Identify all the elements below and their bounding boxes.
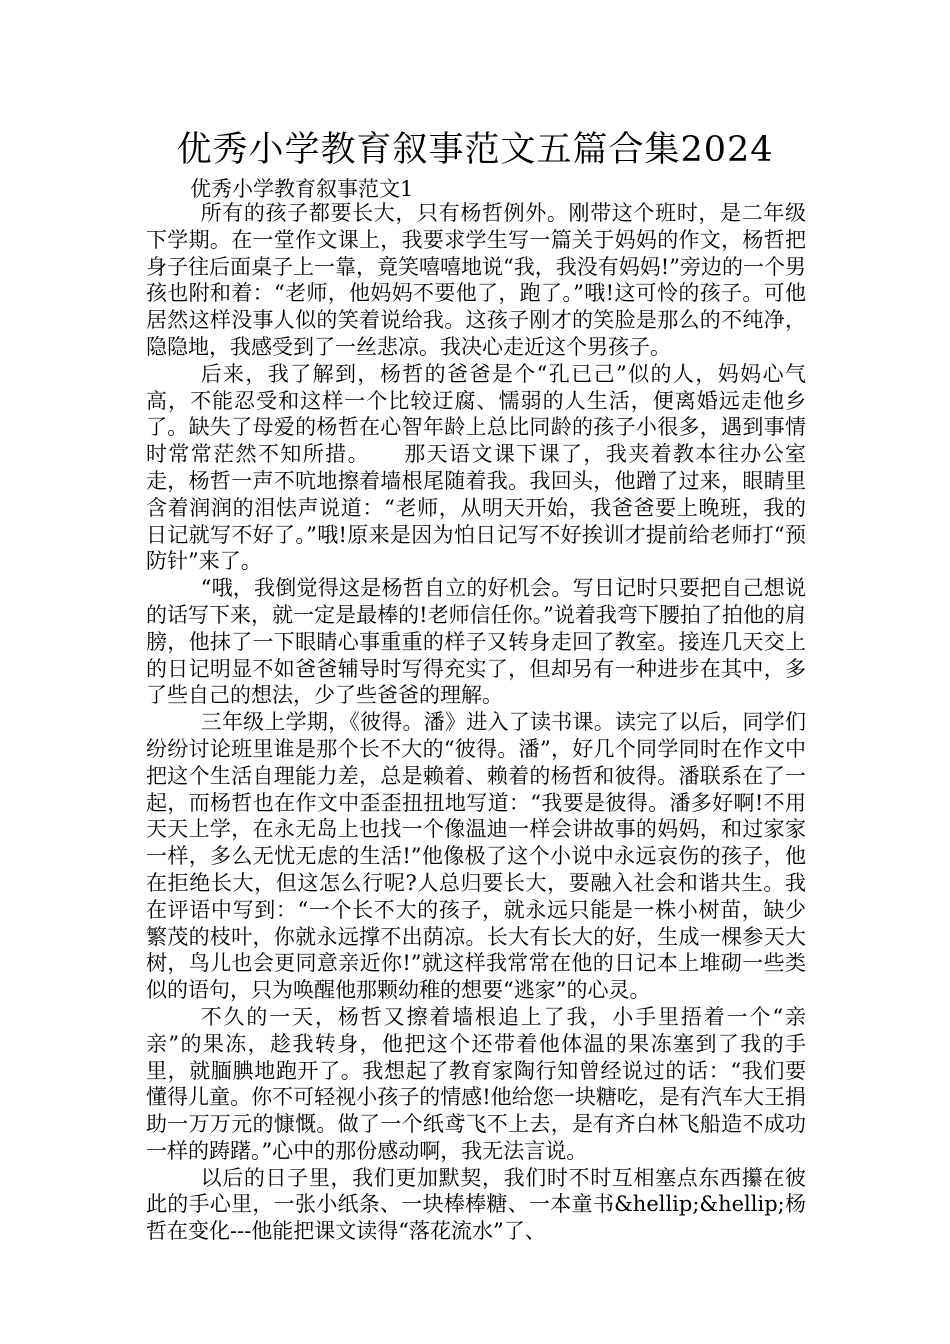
document-title: 优秀小学教育叙事范文五篇合集2024 <box>176 130 774 170</box>
paragraph: “哦，我倒觉得这是杨哲自立的好机会。写日记时只要把自己想说的话写下来，就一定是最棒的!老师信任你。”说着我弯下腰拍了拍他的肩膀，他抹了一下眼睛心事重重的样子又转身走回了教室。接连几天交上的日记明显不如爸爸辅导时写得充实了，但却另有一种进步在其中，多了些自己的想法，少了些爸爸的理解。 <box>146 576 806 708</box>
section-heading: 优秀小学教育叙事范文1 <box>190 177 414 201</box>
paragraph: 以后的日子里，我们更加默契，我们时不时互相塞点东西攥在彼此的手心里，一张小纸条、一块棒棒糖、一本童书&hellip;&hellip;杨哲在变化---他能把课文读得“落花流水”了、 <box>146 1165 806 1244</box>
paragraph: 不久的一天，杨哲又擦着墙根追上了我，小手里捂着一个“亲亲”的果冻，趁我转身，他把这个还带着他体温的果冻塞到了我的手里，就腼腆地跑开了。我想起了教育家陶行知曾经说过的话：“我们要懂得儿童。你不可轻视小孩子的情感!他给您一块糖吃，是有汽车大王捐助一万万元的慷慨。做了一个纸鸢飞不上去，是有齐白林飞船造不成功一样的踌躇。”心中的那份感动啊，我无法言说。 <box>146 1004 806 1163</box>
paragraph: 三年级上学期，《彼得。潘》进入了读书课。读完了以后，同学们纷纷讨论班里谁是那个长不大的“彼得。潘”，好几个同学同时在作文中把这个生活自理能力差，总是赖着、赖着的杨哲和彼得。潘联系在了一起，而杨哲也在作文中歪歪扭扭地写道：“我要是彼得。潘多好啊!不用天天上学，在永无岛上也找一个像温迪一样会讲故事的妈妈，和过家家一样，多么无忧无虑的生活!”他像极了这个小说中永远哀伤的孩子，他在拒绝长大，但这怎么行呢?人总归要长大，要融入社会和谐共生。我在评语中写到：“一个长不大的孩子，就永远只能是一株小树苗，缺少繁茂的枝叶，你就永远撑不出荫凉。长大有长大的好，生成一棵参天大树，鸟儿也会更同意亲近你!”就这样我常常在他的日记本上堆砌一些类似的语句，只为唤醒他那颗幼稚的想要“逃家”的心灵。 <box>146 710 806 1003</box>
paragraph: 所有的孩子都要长大，只有杨哲例外。刚带这个班时，是二年级下学期。在一堂作文课上，我要求学生写一篇关于妈妈的作文，杨哲把身子往后面桌子上一靠，竟笑嘻嘻地说“我，我没有妈妈!”旁边的一个男孩也附和着：“老师，他妈妈不要他了，跑了。”哦!这可怜的孩子。可他居然这样没事人似的笑着说给我。这孩子刚才的笑脸是那么的不纯净，隐隐地，我感受到了一丝悲凉。我决心走近这个男孩子。 <box>146 201 806 359</box>
body-text <box>146 200 806 1245</box>
paragraph: 后来，我了解到，杨哲的爸爸是个“孔已己”似的人，妈妈心气高，不能忍受和这样一个比较迂腐、懦弱的人生活，便离婚远走他乡了。缺失了母爱的杨哲在心智年龄上总比同龄的孩子小很多，遇到事情时常常茫然不知所措。 那天语文课下课了，我夹着教本往办公室走，杨哲一声不吭地擦着墙根尾随着我。我回头，他蹭了过来，眼睛里含着润润的泪怯声说道：“老师，从明天开始，我爸爸要上晚班，我的日记就写不好了。”哦!原来是因为怕日记写不好挨训才提前给老师打“预防针”来了。 <box>146 361 806 574</box>
